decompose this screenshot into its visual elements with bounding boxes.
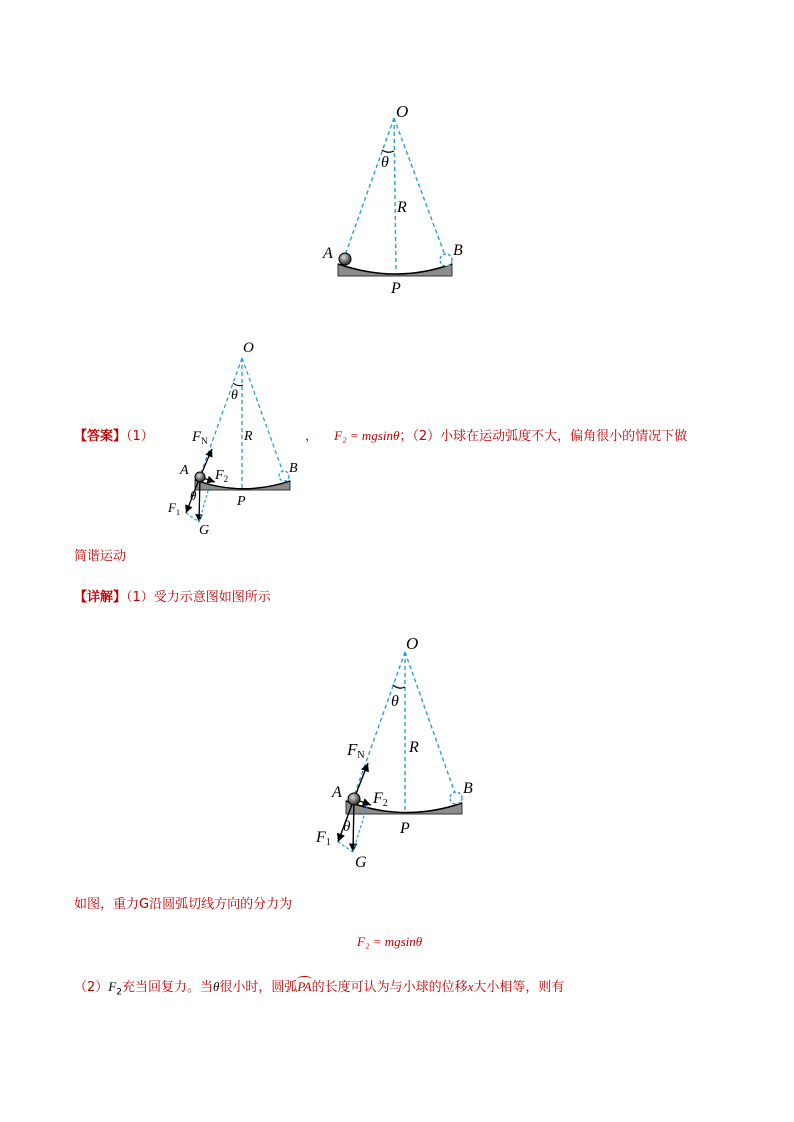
detail-line3 [74, 976, 564, 998]
detail-line3-end2: 大小相等，则有 [473, 980, 565, 995]
label-p: P [391, 280, 401, 297]
label-r: R [397, 199, 407, 216]
label-theta: θ [391, 693, 399, 710]
detail-arc [297, 979, 311, 995]
answer-formula: F₂ = mgsinθ [334, 428, 400, 443]
answer-label: 【答案】 [74, 429, 127, 444]
label-f1: $F_1$ [168, 500, 180, 517]
detail-arc-overline [297, 976, 311, 982]
label-f2: $F_2$ [215, 468, 229, 484]
label-a: A [323, 245, 333, 262]
answer-part1: （1） [126, 429, 154, 444]
label-r: R [409, 739, 419, 756]
label-fn: FN [347, 740, 365, 761]
detail-label: 【详解】 [74, 590, 127, 605]
detail-theta: θ [212, 979, 220, 994]
label-b: B [463, 780, 473, 797]
answer-continuation: 简谐运动 [74, 549, 127, 564]
label-r: R [244, 429, 253, 444]
label-o: O [396, 102, 409, 121]
label-theta2: θ [343, 819, 351, 835]
string-right [405, 652, 456, 796]
label-theta: θ [381, 154, 389, 171]
label-b: B [289, 461, 298, 476]
g-arrow [353, 799, 354, 852]
label-g: G [355, 854, 367, 871]
label-theta: θ [231, 388, 238, 403]
string-left [354, 652, 405, 796]
label-o: O [406, 634, 419, 653]
answer-comma: ， [305, 429, 319, 444]
detail-arc-label: PA [297, 979, 312, 994]
detail-f-sub: 2 [116, 987, 122, 998]
detail-line3-prefix: （2） [74, 980, 109, 995]
detail-f: F [108, 979, 117, 994]
label-o: O [243, 340, 254, 356]
detail-line1: （1）受力示意图如图所示 [126, 590, 271, 605]
label-a: A [332, 784, 342, 801]
detail-line3-mid2: 很小时，圆弧 [219, 980, 298, 995]
angle-arc [393, 685, 405, 688]
answer-part2-prefix: ；（2） [399, 429, 441, 444]
ball-a [348, 793, 360, 805]
label-b: B [453, 242, 463, 259]
label-a: A [180, 463, 189, 478]
detail-line3-end: 的长度可认为与小球的位移 [311, 980, 468, 995]
proj-line [338, 842, 353, 852]
label-g: G [199, 523, 210, 538]
detail-formula: F₂ = mgsinθ [357, 934, 423, 949]
detail-line3-mid: 充当回复力。当 [121, 980, 213, 995]
label-p: P [237, 494, 246, 509]
label-fn: $F_N$ [192, 429, 208, 446]
label-theta2: θ [190, 488, 197, 503]
detail-line2: 如图，重力G沿圆弧切线方向的分力为 [74, 897, 293, 912]
label-p: P [400, 820, 410, 837]
answer-part2-text: 小球在运动弧度不大，偏角很小的情况下做 [440, 429, 688, 444]
label-f1: F1 [316, 829, 331, 848]
detail-x: x [467, 979, 474, 994]
ball-b [450, 792, 462, 804]
label-f2: F2 [373, 790, 388, 809]
